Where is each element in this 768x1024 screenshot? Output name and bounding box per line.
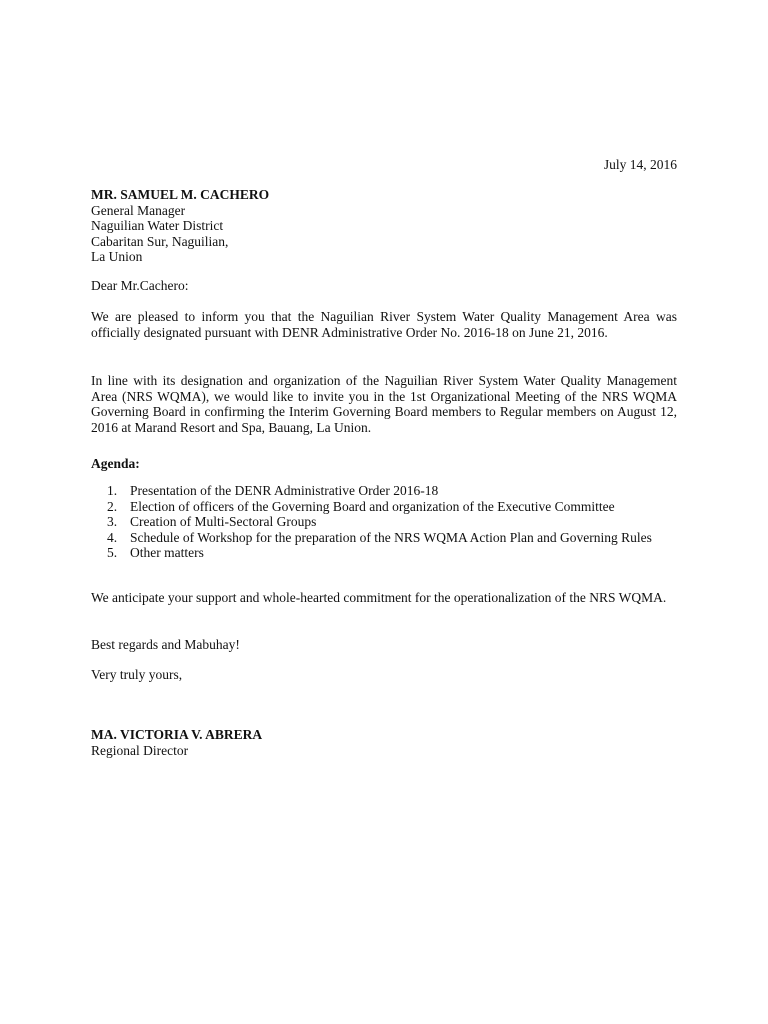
- paragraph-invitation: In line with its designation and organization of the Naguilian River System Water Quality Management Area (NRS WQMA), we would like to invite you in the 1st Organizational Meeting of the NRS WQMA Governing Board in confirming the Interim Governing Board members to Regular members on August 12, 2016 at Marand Resort and Spa, Bauang, La Union.: [91, 373, 677, 435]
- addressee-block: [91, 187, 677, 265]
- agenda-item: [91, 545, 677, 561]
- agenda-item-number: 1.: [107, 483, 118, 498]
- agenda-item-text: Other matters: [130, 545, 204, 560]
- complimentary-close: Very truly yours,: [91, 667, 183, 682]
- agenda-item: [91, 483, 677, 499]
- agenda-item-number: 4.: [107, 529, 118, 545]
- agenda-item-number: 5.: [107, 545, 118, 560]
- agenda-item: [91, 530, 677, 546]
- recipient-organization: Naguilian Water District: [91, 218, 224, 233]
- agenda-item-text: Presentation of the DENR Administrative Order 2016-18: [130, 483, 439, 498]
- signatory-title: Regional Director: [91, 742, 189, 758]
- signatory-name: MA. VICTORIA V. ABRERA: [91, 727, 263, 742]
- agenda-list: [91, 483, 677, 561]
- signatory-block: [91, 727, 262, 758]
- agenda-item-text: Schedule of Workshop for the preparation of the NRS WQMA Action Plan and Governing Rules: [130, 529, 652, 545]
- regards-line: Best regards and Mabuhay!: [91, 637, 240, 652]
- agenda-item-number: 2.: [107, 498, 118, 514]
- recipient-name: MR. SAMUEL M. CACHERO: [91, 187, 270, 202]
- recipient-address-line2: La Union: [91, 249, 143, 264]
- paragraph-designation: We are pleased to inform you that the Naguilian River System Water Quality Management Area was officially designated pursuant with DENR Administrative Order No. 2016-18 on June 21, 2016.: [91, 309, 677, 340]
- recipient-title: General Manager: [91, 202, 186, 218]
- agenda-item-number: 3.: [107, 514, 118, 529]
- recipient-address-line1: Cabaritan Sur, Naguilian,: [91, 233, 229, 249]
- letter-date: July 14, 2016: [603, 157, 677, 172]
- agenda-item: [91, 514, 677, 530]
- agenda-item-text: Creation of Multi-Sectoral Groups: [130, 514, 317, 529]
- agenda-item: [91, 499, 677, 515]
- salutation: Dear Mr.Cachero:: [91, 278, 189, 293]
- agenda-item-text: Election of officers of the Governing Board and organization of the Executive Committee: [130, 498, 615, 514]
- agenda-title: Agenda:: [91, 456, 140, 471]
- paragraph-commitment: We anticipate your support and whole-hearted commitment for the operationalization of the NRS WQMA.: [91, 590, 667, 605]
